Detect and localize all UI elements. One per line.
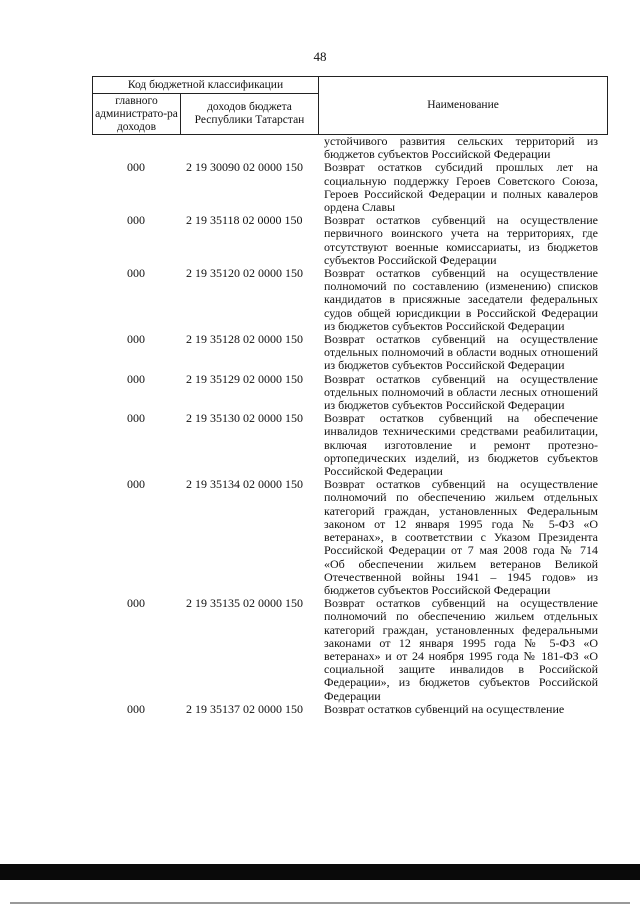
income-code: 2 19 35128 02 0000 150 [186,332,303,347]
table-row [92,597,607,703]
admin-code: 000 [127,371,145,386]
row-name: Возврат остатков субвенций на осуществление первичного воинского учета на территориях, где отсутствуют военные комиссариаты, из бюджетов субъектов Российской Федерации [324,213,598,267]
header-name: Наименование [319,77,608,135]
row-name: Возврат остатков субвенций на осуществление отдельных полномочий в области водных отношений из бюджетов субъектов Российской Федерации [324,332,598,373]
header-budget-classification: Код бюджетной классификации [93,77,319,94]
income-code: 2 19 35129 02 0000 150 [186,371,303,386]
income-code: 2 19 35118 02 0000 150 [186,213,303,228]
income-code: 2 19 35120 02 0000 150 [186,266,303,281]
continuation-text: устойчивого развития сельских территорий из бюджетов субъектов Российской Федерации [324,134,598,162]
table-row [92,373,607,413]
admin-code: 000 [127,160,145,175]
row-name: Возврат остатков субвенций на осуществление отдельных полномочий в области лесных отношений из бюджетов субъектов Российской Федерации [324,371,598,413]
table-row [92,214,607,267]
table-row [92,161,607,214]
admin-code: 000 [127,701,145,716]
row-name: Возврат остатков субвенций на обеспечение инвалидов техническими средствами реабилитации, включая изготовление и ремонт протезно-ортопедических изделий, из бюджетов субъектов Российской Федерации [324,411,598,479]
admin-code: 000 [127,266,145,281]
income-code: 2 19 35137 02 0000 150 [186,701,303,716]
table-row [92,478,607,597]
admin-code: 000 [127,596,145,611]
row-name: Возврат остатков субвенций на осуществление полномочий по обеспечению жильем отдельных категорий граждан, установленных Федеральным законом от 12 января 1995 года № 5-ФЗ «О ветеранах», в соответствии с Указом Президента Российской Федерации от 7 мая 2008 года № 714 «Об обеспечении жильем ветеранов Великой Отечественной войны 1941 – 1945 годов» из бюджетов субъектов Российской Федерации [324,477,598,597]
income-code: 2 19 35134 02 0000 150 [186,477,303,492]
scan-edge-bar [0,864,640,880]
income-code: 2 19 35135 02 0000 150 [186,596,303,611]
continuation-row [92,135,607,161]
admin-code: 000 [127,477,145,492]
income-code: 2 19 30090 02 0000 150 [186,160,303,175]
page-number: 48 [313,49,327,64]
admin-code: 000 [127,411,145,426]
table-row [92,333,607,373]
admin-code: 000 [127,332,145,347]
table-row [92,703,607,716]
admin-code: 000 [127,213,145,228]
row-name: Возврат остатков субсидий прошлых лет на социальную поддержку Героев Советского Союза, Героев Российской Федерации и полных кавалеров ордена Славы [324,160,598,215]
header-admin: главного администрато-ра доходов [93,94,181,135]
table-body [92,135,607,716]
row-name: Возврат остатков субвенций на осуществление [324,701,565,716]
row-name: Возврат остатков субвенций на осуществление полномочий по обеспечению жильем отдельных категорий граждан, установленных федеральными законами от 12 января 1995 года № 5-ФЗ «О ветеранах» и от 24 ноября 1995 года № 181-ФЗ «О социальной защите инвалидов в Российской Федерации», из бюджетов субъектов Российской Федерации [324,596,598,703]
scan-edge-line [10,902,630,904]
row-name: Возврат остатков субвенций на осуществление полномочий по составлению (изменению) списков кандидатов в присяжные заседатели федеральных судов общей юрисдикции в Российской Федерации из бюджетов субъектов Российской Федерации [324,266,598,333]
table-row [92,412,607,478]
table-row [92,267,607,333]
income-code: 2 19 35130 02 0000 150 [186,411,303,426]
table-header [92,76,608,135]
header-income: доходов бюджета Республики Татарстан [181,94,319,135]
